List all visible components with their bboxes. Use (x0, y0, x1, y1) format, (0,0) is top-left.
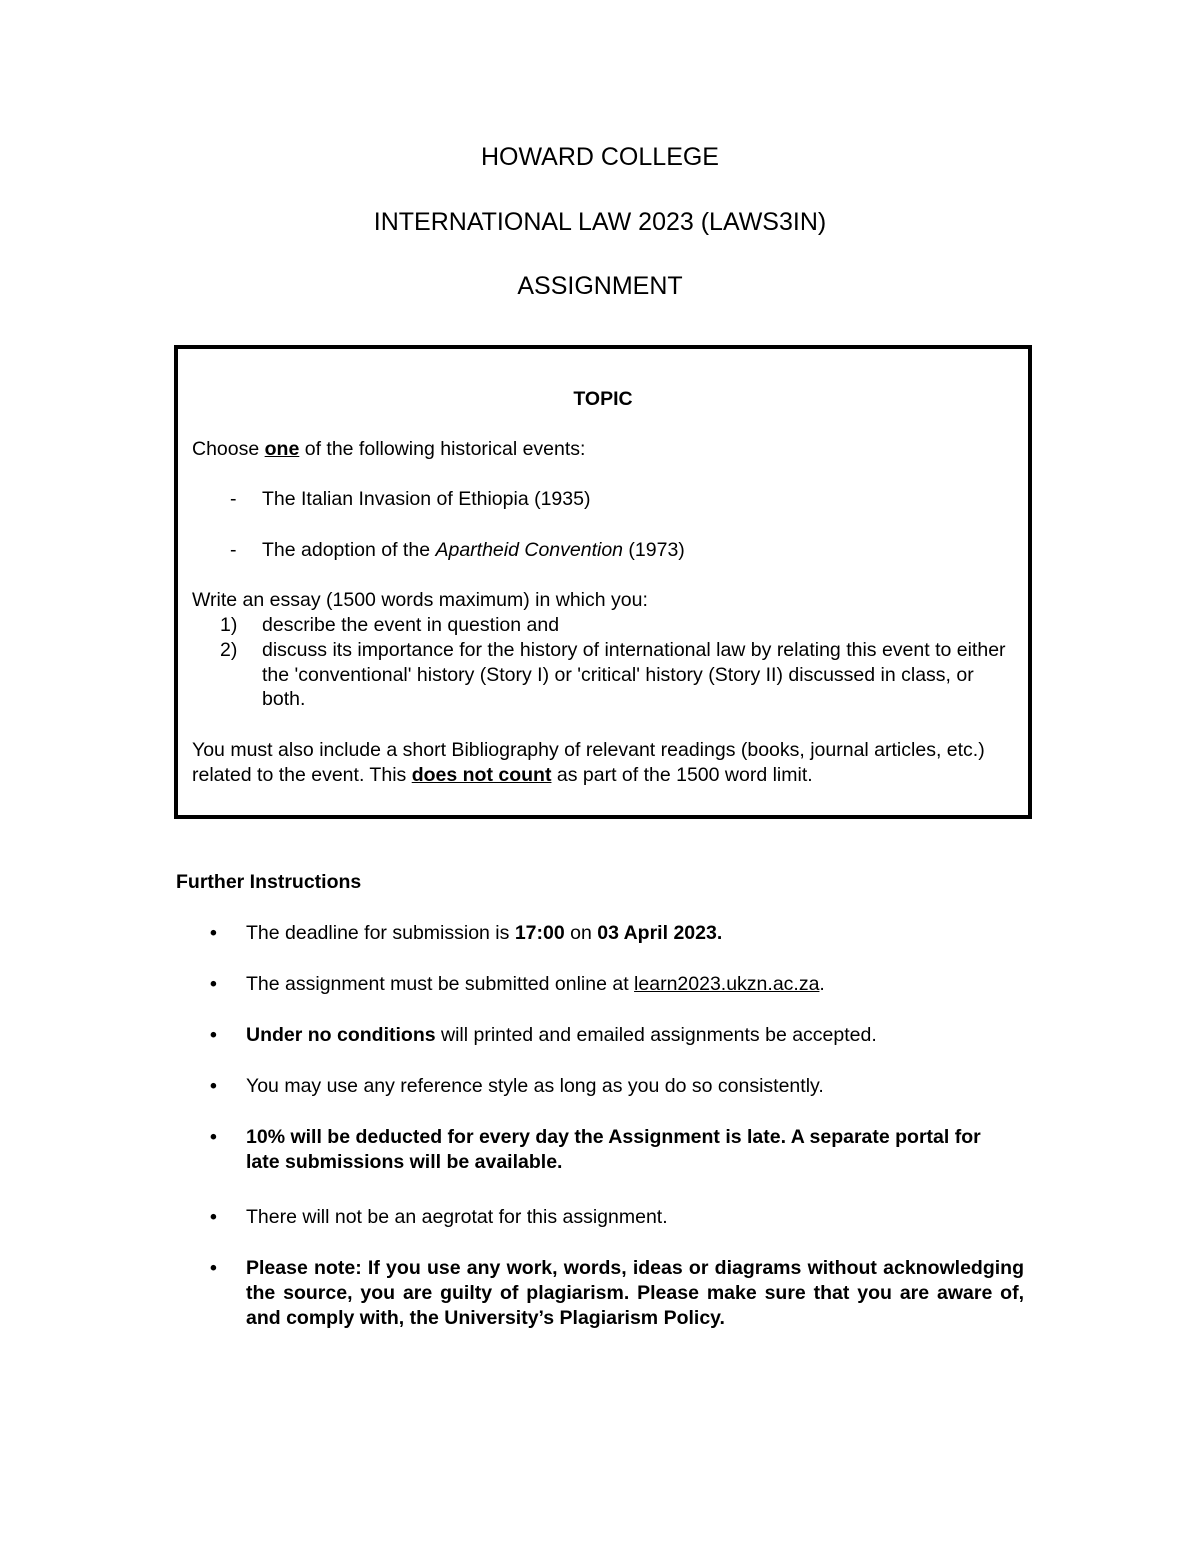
topic-title: TOPIC (573, 388, 633, 410)
document-type-heading: ASSIGNMENT (517, 272, 683, 300)
bullet-icon: • (210, 1257, 217, 1279)
biblio-prefix: You must also include a short Bibliography of relevant readings (books, journal articles, etc.) related to the event. This (192, 739, 985, 786)
bullet-icon: • (210, 1126, 217, 1148)
conditions-b: no conditions (307, 1024, 436, 1046)
task-number: 2) (220, 639, 238, 661)
topic-box (174, 345, 1032, 819)
no-print-email-instruction (246, 1023, 1024, 1048)
late-penalty-instruction: 10% will be deducted for every day the Assignment is late. A separate portal for late submissions will be available. (246, 1126, 981, 1173)
choose-emphasis: one (264, 438, 300, 460)
deadline-instruction (246, 921, 1024, 946)
event-dash: - (230, 488, 237, 510)
plagiarism-notice: Please note: If you use any work, words, ideas or diagrams without acknowledging the source, you are guilty of plagiarism. Please make sure that you are aware of, and comply with, the University’s Plagiarism Policy. (246, 1257, 1024, 1329)
aegrotat-instruction: There will not be an aegrotat for this assignment. (246, 1206, 668, 1228)
conditions-a: Under (246, 1024, 308, 1046)
event-dash: - (230, 539, 237, 561)
deadline-date: 03 April 2023. (597, 922, 723, 944)
conditions-c: will printed and emailed assignments be accepted. (435, 1024, 877, 1046)
biblio-suffix: as part of the 1500 word limit. (551, 763, 813, 786)
online-prefix: The assignment must be submitted online at (246, 973, 635, 995)
task-number: 1) (220, 614, 238, 636)
bibliography-instruction (192, 738, 1020, 787)
deadline-prefix: The deadline for submission is (246, 922, 515, 944)
essay-instruction: Write an essay (1500 words maximum) in which you: (192, 589, 648, 611)
bullet-icon: • (210, 1024, 217, 1046)
online-suffix: . (819, 973, 825, 995)
biblio-emphasis: does not count (411, 763, 552, 786)
deadline-mid: on (564, 922, 598, 944)
submission-link[interactable]: learn2023.ukzn.ac.za (634, 973, 820, 995)
submission-instruction (246, 972, 1024, 997)
reference-style-instruction: You may use any reference style as long as you do so consistently. (246, 1075, 824, 1097)
bullet-icon: • (210, 973, 217, 995)
choose-suffix: of the following historical events: (299, 438, 586, 460)
bullet-icon: • (210, 1206, 217, 1228)
course-heading: INTERNATIONAL LAW 2023 (LAWS3IN) (373, 208, 827, 236)
further-instructions-heading: Further Instructions (176, 871, 362, 893)
event-suffix: (1973) (623, 539, 685, 561)
event-italian-invasion: The Italian Invasion of Ethiopia (1935) (262, 488, 591, 510)
deadline-time: 17:00 (514, 922, 565, 944)
task-item: discuss its importance for the history of international law by relating this event to either the 'conventional' history (Story I) or 'critical' history (Story II) discussed in class, or both. (262, 639, 1006, 710)
event-apartheid-convention (262, 538, 685, 563)
event-italic-title: Apartheid Convention (435, 539, 624, 561)
event-prefix: The adoption of the (262, 539, 436, 561)
bullet-icon: • (210, 922, 217, 944)
task-item: describe the event in question and (262, 614, 560, 636)
institution-heading: HOWARD COLLEGE (480, 143, 719, 171)
bullet-icon: • (210, 1075, 217, 1097)
choose-prefix: Choose (192, 438, 265, 460)
choose-instruction (192, 437, 585, 462)
